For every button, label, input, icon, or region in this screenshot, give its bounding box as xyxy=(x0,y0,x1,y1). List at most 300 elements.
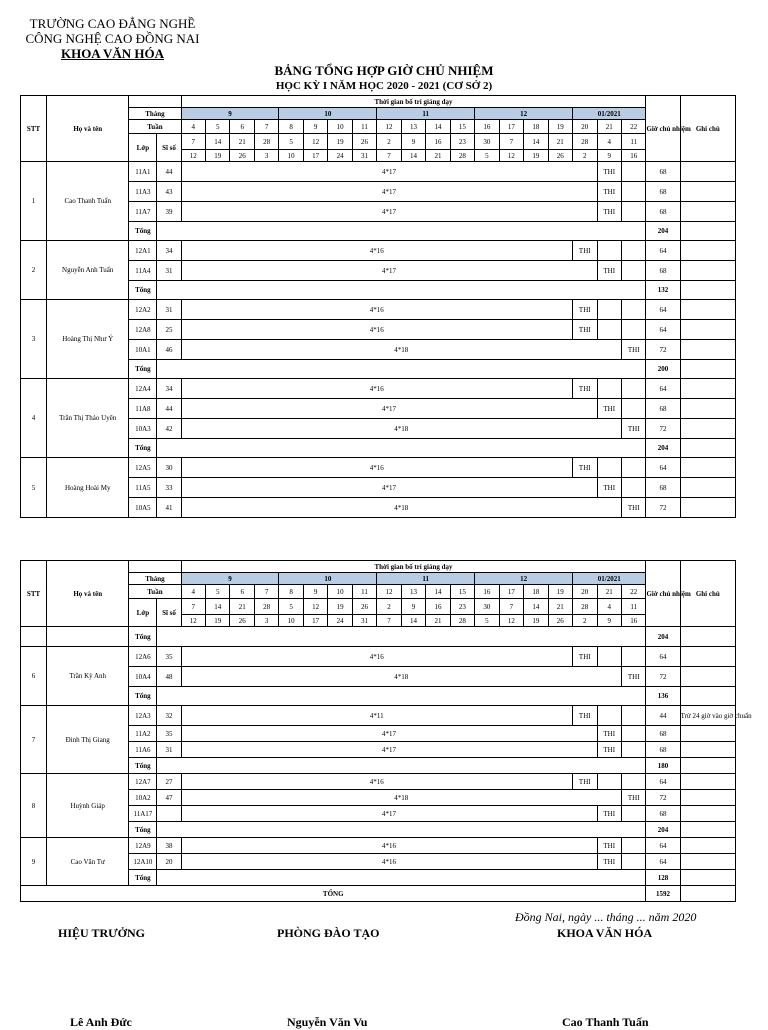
class-note xyxy=(680,162,735,182)
class-hours: 68 xyxy=(646,478,680,498)
empty-week-cell xyxy=(621,647,645,667)
date-start-cell: 21 xyxy=(230,599,254,615)
total-note xyxy=(680,439,735,458)
date-start-cell: 23 xyxy=(450,134,474,150)
class-hours: 68 xyxy=(646,182,680,202)
hours-header: Giờ chủ nhiệm xyxy=(646,561,680,627)
total-span xyxy=(157,360,646,379)
class-size: 31 xyxy=(157,300,181,320)
carry-total-hours: 204 xyxy=(646,627,680,647)
class-size: 42 xyxy=(157,419,181,439)
class-hours: 72 xyxy=(646,419,680,439)
class-row xyxy=(21,706,736,726)
class-size xyxy=(157,806,181,822)
plan-cell: 4*16 xyxy=(181,647,573,667)
date-end-cell: 26 xyxy=(548,150,572,162)
month-cell: 01/2021 xyxy=(573,573,646,585)
class-code: 11A5 xyxy=(129,478,157,498)
week-cell: 4 xyxy=(181,120,205,134)
date-end-cell: 21 xyxy=(426,150,450,162)
class-code: 12A3 xyxy=(129,706,157,726)
date-start-cell: 5 xyxy=(279,599,303,615)
date-start-cell: 11 xyxy=(621,599,645,615)
grand-total-row xyxy=(21,886,736,902)
month-cell: 12 xyxy=(475,573,573,585)
class-note: Trừ 24 giờ vào giờ chuẩn xyxy=(680,706,735,726)
class-code: 12A2 xyxy=(129,300,157,320)
exam-cell: THI xyxy=(621,498,645,518)
date-end-cell: 19 xyxy=(206,615,230,627)
date-line xyxy=(515,910,696,925)
exam-cell: THI xyxy=(621,667,645,687)
class-code: 11A8 xyxy=(129,399,157,419)
date-start-cell: 12 xyxy=(303,599,327,615)
class-code: 12A5 xyxy=(129,458,157,478)
date-start-cell: 14 xyxy=(206,134,230,150)
month-cell: 10 xyxy=(279,573,377,585)
week-cell: 8 xyxy=(279,585,303,599)
class-row xyxy=(21,838,736,854)
exam-cell: THI xyxy=(573,241,597,261)
date-start-cell: 4 xyxy=(597,134,621,150)
week-cell: 7 xyxy=(254,585,278,599)
faculty-title: KHOA VĂN HÓA xyxy=(557,926,653,940)
total-span xyxy=(157,687,646,706)
class-hours: 68 xyxy=(646,261,680,281)
date-end-cell: 14 xyxy=(401,615,425,627)
class-size: 43 xyxy=(157,182,181,202)
carry-total-row xyxy=(21,627,736,647)
plan-cell: 4*18 xyxy=(181,667,621,687)
date-start-cell: 16 xyxy=(426,599,450,615)
empty-week-cell xyxy=(621,202,645,222)
class-hours: 64 xyxy=(646,647,680,667)
plan-cell: 4*18 xyxy=(181,419,621,439)
teacher-stt: 2 xyxy=(21,241,47,300)
total-hours: 136 xyxy=(646,687,680,706)
empty-week-cell xyxy=(621,838,645,854)
empty-week-cell xyxy=(597,300,621,320)
grand-total-label: TỔNG xyxy=(21,886,646,902)
total-span xyxy=(157,758,646,774)
exam-cell: THI xyxy=(597,806,621,822)
date-start-cell: 7 xyxy=(499,134,523,150)
class-note xyxy=(680,241,735,261)
month-label: Tháng xyxy=(129,108,181,120)
class-note xyxy=(680,498,735,518)
teacher-stt: 1 xyxy=(21,162,47,241)
class-note xyxy=(680,202,735,222)
plan-cell: 4*17 xyxy=(181,399,597,419)
teacher-name: Hoàng Hoài My xyxy=(47,458,129,518)
class-size: 34 xyxy=(157,379,181,399)
date-end-cell: 21 xyxy=(426,615,450,627)
exam-cell: THI xyxy=(573,379,597,399)
date-start-cell: 9 xyxy=(401,134,425,150)
date-start-cell: 14 xyxy=(206,599,230,615)
class-hours: 64 xyxy=(646,300,680,320)
date-end-cell: 12 xyxy=(181,615,205,627)
total-label: Tổng xyxy=(129,870,157,886)
date-end-cell: 24 xyxy=(328,615,352,627)
plan-cell: 4*17 xyxy=(181,726,597,742)
date-start-cell: 14 xyxy=(524,599,548,615)
note-header: Ghi chú xyxy=(680,561,735,627)
class-size: 27 xyxy=(157,774,181,790)
week-cell: 11 xyxy=(352,120,376,134)
month-cell: 11 xyxy=(377,573,475,585)
date-start-cell: 2 xyxy=(377,599,401,615)
plan-cell: 4*16 xyxy=(181,320,573,340)
week-cell: 4 xyxy=(181,585,205,599)
total-note xyxy=(680,222,735,241)
size-header: Sĩ số xyxy=(157,599,181,627)
week-cell: 21 xyxy=(597,120,621,134)
class-hours: 64 xyxy=(646,379,680,399)
week-cell: 13 xyxy=(401,585,425,599)
teacher-stt: 9 xyxy=(21,838,47,886)
empty-week-cell xyxy=(621,261,645,281)
date-start-cell: 11 xyxy=(621,134,645,150)
date-end-cell: 28 xyxy=(450,615,474,627)
date-end-cell: 12 xyxy=(499,150,523,162)
teacher-name: Nguyễn Anh Tuấn xyxy=(47,241,129,300)
class-hours: 64 xyxy=(646,241,680,261)
class-note xyxy=(680,838,735,854)
month-label: Tháng xyxy=(129,573,181,585)
name-header: Họ và tên xyxy=(47,96,129,162)
exam-cell: THI xyxy=(573,706,597,726)
date-end-cell: 10 xyxy=(279,615,303,627)
total-label: Tổng xyxy=(129,360,157,379)
class-hours: 68 xyxy=(646,202,680,222)
total-span xyxy=(157,281,646,300)
empty-week-cell xyxy=(621,726,645,742)
teacher-stt: 5 xyxy=(21,458,47,518)
class-hours: 64 xyxy=(646,854,680,870)
total-note xyxy=(680,822,735,838)
plan-cell: 4*18 xyxy=(181,498,621,518)
class-size: 31 xyxy=(157,742,181,758)
week-cell: 5 xyxy=(206,585,230,599)
week-cell: 5 xyxy=(206,120,230,134)
place-name: Đồng Nai xyxy=(515,910,563,924)
class-hours: 68 xyxy=(646,162,680,182)
class-note xyxy=(680,806,735,822)
department-name: KHOA VĂN HÓA xyxy=(60,46,165,61)
class-code: 10A4 xyxy=(129,667,157,687)
total-hours: 204 xyxy=(646,822,680,838)
class-size: 33 xyxy=(157,478,181,498)
class-code: 12A7 xyxy=(129,774,157,790)
exam-cell: THI xyxy=(573,300,597,320)
week-cell: 12 xyxy=(377,585,401,599)
class-hours: 72 xyxy=(646,498,680,518)
date-end-cell: 7 xyxy=(377,615,401,627)
empty-week-cell xyxy=(597,706,621,726)
exam-cell: THI xyxy=(597,162,621,182)
week-cell: 10 xyxy=(328,585,352,599)
plan-cell: 4*18 xyxy=(181,340,621,360)
class-hours: 72 xyxy=(646,667,680,687)
teacher-stt: 7 xyxy=(21,706,47,774)
class-hours: 64 xyxy=(646,320,680,340)
plan-cell: 4*17 xyxy=(181,162,597,182)
date-start-cell: 16 xyxy=(426,134,450,150)
plan-cell: 4*16 xyxy=(181,774,573,790)
class-note xyxy=(680,419,735,439)
class-note xyxy=(680,379,735,399)
date-start-cell: 7 xyxy=(499,599,523,615)
date-start-cell: 5 xyxy=(279,134,303,150)
class-note xyxy=(680,726,735,742)
class-size: 47 xyxy=(157,790,181,806)
date-end-cell: 9 xyxy=(597,615,621,627)
plan-cell: 4*18 xyxy=(181,790,621,806)
exam-cell: THI xyxy=(597,261,621,281)
class-note xyxy=(680,478,735,498)
week-label: Tuần xyxy=(129,120,181,134)
hours-header: Giờ chủ nhiệm xyxy=(646,96,680,162)
class-note xyxy=(680,399,735,419)
class-code: 11A7 xyxy=(129,202,157,222)
teacher-name: Huỳnh Giáp xyxy=(47,774,129,838)
teacher-name: Cao Văn Tư xyxy=(47,838,129,886)
total-span xyxy=(157,822,646,838)
date-start-cell: 21 xyxy=(548,134,572,150)
total-note xyxy=(680,687,735,706)
date-end-cell: 19 xyxy=(524,150,548,162)
week-cell: 22 xyxy=(621,585,645,599)
date-start-cell: 2 xyxy=(377,134,401,150)
date-start-cell: 21 xyxy=(548,599,572,615)
week-cell: 6 xyxy=(230,120,254,134)
class-code: 12A8 xyxy=(129,320,157,340)
class-size: 38 xyxy=(157,838,181,854)
date-start-cell: 9 xyxy=(401,599,425,615)
class-hours: 44 xyxy=(646,706,680,726)
class-note xyxy=(680,854,735,870)
class-row xyxy=(21,379,736,399)
class-note xyxy=(680,458,735,478)
date-end-cell: 17 xyxy=(303,150,327,162)
empty-week-cell xyxy=(597,241,621,261)
school-name-line2: CÔNG NGHỆ CAO ĐỒNG NAI xyxy=(25,31,200,46)
month-cell: 11 xyxy=(377,108,475,120)
week-label: Tuần xyxy=(129,585,181,599)
date-end-cell: 16 xyxy=(621,150,645,162)
exam-cell: THI xyxy=(597,182,621,202)
date-end-cell: 17 xyxy=(303,615,327,627)
class-hours: 68 xyxy=(646,742,680,758)
class-hours: 68 xyxy=(646,806,680,822)
date-end-cell: 7 xyxy=(377,150,401,162)
date-start-cell: 19 xyxy=(328,134,352,150)
total-label: Tổng xyxy=(129,281,157,300)
empty-week-cell xyxy=(597,379,621,399)
total-hours: 180 xyxy=(646,758,680,774)
teacher-name: Trần Kỳ Anh xyxy=(47,647,129,706)
empty-week-cell xyxy=(597,647,621,667)
date-end-cell: 24 xyxy=(328,150,352,162)
teacher-stt: 6 xyxy=(21,647,47,706)
stt-header: STT xyxy=(21,96,47,162)
total-note xyxy=(680,758,735,774)
week-cell: 11 xyxy=(352,585,376,599)
class-hours: 64 xyxy=(646,774,680,790)
date-end-cell: 3 xyxy=(254,150,278,162)
date-end-cell: 12 xyxy=(181,150,205,162)
date-start-cell: 26 xyxy=(352,599,376,615)
empty-week-cell xyxy=(597,458,621,478)
date-end-cell: 19 xyxy=(206,150,230,162)
class-code: 12A1 xyxy=(129,241,157,261)
schedule-header: Thời gian bố trí giảng dạy xyxy=(181,561,646,573)
empty-week-cell xyxy=(621,742,645,758)
class-row xyxy=(21,300,736,320)
class-row xyxy=(21,774,736,790)
exam-cell: THI xyxy=(597,478,621,498)
date-start-cell: 28 xyxy=(573,134,597,150)
class-size: 25 xyxy=(157,320,181,340)
date-end-cell: 31 xyxy=(352,150,376,162)
class-note xyxy=(680,300,735,320)
class-code: 12A4 xyxy=(129,379,157,399)
faculty-head-name: Cao Thanh Tuấn xyxy=(562,1015,649,1029)
week-cell: 16 xyxy=(475,585,499,599)
plan-cell: 4*17 xyxy=(181,182,597,202)
date-start-cell: 26 xyxy=(352,134,376,150)
empty-week-cell xyxy=(621,706,645,726)
week-cell: 17 xyxy=(499,120,523,134)
total-label: Tổng xyxy=(129,222,157,241)
plan-cell: 4*16 xyxy=(181,854,597,870)
class-size: 20 xyxy=(157,854,181,870)
week-cell: 20 xyxy=(573,120,597,134)
class-code: 10A5 xyxy=(129,498,157,518)
week-cell: 20 xyxy=(573,585,597,599)
principal-title: HIỆU TRƯỞNG xyxy=(58,926,146,940)
week-cell: 19 xyxy=(548,585,572,599)
week-cell: 16 xyxy=(475,120,499,134)
class-note xyxy=(680,320,735,340)
date-start-cell: 30 xyxy=(475,134,499,150)
class-code: 10A2 xyxy=(129,790,157,806)
class-size: 46 xyxy=(157,340,181,360)
total-note xyxy=(680,360,735,379)
schedule-table-part1 xyxy=(20,95,736,518)
class-code: 11A17 xyxy=(129,806,157,822)
date-end-cell: 9 xyxy=(597,150,621,162)
date-end-cell: 19 xyxy=(524,615,548,627)
class-size: 44 xyxy=(157,399,181,419)
month-cell: 12 xyxy=(475,108,573,120)
empty-week-cell xyxy=(621,320,645,340)
exam-cell: THI xyxy=(573,320,597,340)
class-hours: 72 xyxy=(646,790,680,806)
exam-cell: THI xyxy=(597,399,621,419)
class-note xyxy=(680,261,735,281)
class-size: 35 xyxy=(157,647,181,667)
note-header: Ghi chú xyxy=(680,96,735,162)
class-size: 39 xyxy=(157,202,181,222)
schedule-header: Thời gian bố trí giảng dạy xyxy=(181,96,646,108)
week-cell: 15 xyxy=(450,585,474,599)
principal-name: Lê Anh Đức xyxy=(70,1015,132,1029)
exam-cell: THI xyxy=(597,202,621,222)
date-start-cell: 7 xyxy=(181,599,205,615)
class-note xyxy=(680,790,735,806)
class-code: 12A10 xyxy=(129,854,157,870)
teacher-name: Hoàng Thị Như Ý xyxy=(47,300,129,379)
date-end-cell: 2 xyxy=(573,615,597,627)
date-start-cell: 19 xyxy=(328,599,352,615)
empty-week-cell xyxy=(621,854,645,870)
class-code: 10A3 xyxy=(129,419,157,439)
empty-week-cell xyxy=(621,162,645,182)
date-end-cell: 2 xyxy=(573,150,597,162)
teacher-stt: 4 xyxy=(21,379,47,458)
class-code: 12A6 xyxy=(129,647,157,667)
class-row xyxy=(21,458,736,478)
teacher-stt: 3 xyxy=(21,300,47,379)
carry-total-label: Tổng xyxy=(129,627,157,647)
week-cell: 18 xyxy=(524,585,548,599)
class-size: 35 xyxy=(157,726,181,742)
exam-cell: THI xyxy=(597,854,621,870)
week-cell: 18 xyxy=(524,120,548,134)
class-hours: 68 xyxy=(646,726,680,742)
date-text: , ngày ... tháng ... năm 2020 xyxy=(562,910,697,924)
class-code: 11A2 xyxy=(129,726,157,742)
date-start-cell: 21 xyxy=(230,134,254,150)
carry-span xyxy=(157,627,646,647)
class-header: Lớp xyxy=(129,599,157,627)
empty-week-cell xyxy=(621,399,645,419)
exam-cell: THI xyxy=(573,774,597,790)
total-hours: 204 xyxy=(646,439,680,458)
month-cell: 9 xyxy=(181,573,279,585)
class-code: 11A4 xyxy=(129,261,157,281)
class-size: 32 xyxy=(157,706,181,726)
class-note xyxy=(680,774,735,790)
exam-cell: THI xyxy=(597,742,621,758)
name-header: Họ và tên xyxy=(47,561,129,627)
class-hours: 68 xyxy=(646,399,680,419)
class-size: 30 xyxy=(157,458,181,478)
grand-total-note xyxy=(680,886,735,902)
plan-cell: 4*17 xyxy=(181,478,597,498)
class-size: 31 xyxy=(157,261,181,281)
week-cell: 9 xyxy=(303,585,327,599)
empty-week-cell xyxy=(621,379,645,399)
class-size: 44 xyxy=(157,162,181,182)
carry-stt xyxy=(21,627,47,647)
class-note xyxy=(680,667,735,687)
teacher-name: Đinh Thị Giang xyxy=(47,706,129,774)
date-end-cell: 5 xyxy=(475,150,499,162)
exam-cell: THI xyxy=(621,790,645,806)
total-span xyxy=(157,870,646,886)
date-start-cell: 14 xyxy=(524,134,548,150)
date-end-cell: 3 xyxy=(254,615,278,627)
date-start-cell: 7 xyxy=(181,134,205,150)
week-cell: 12 xyxy=(377,120,401,134)
class-note xyxy=(680,340,735,360)
date-end-cell: 14 xyxy=(401,150,425,162)
date-start-cell: 30 xyxy=(475,599,499,615)
total-label: Tổng xyxy=(129,822,157,838)
